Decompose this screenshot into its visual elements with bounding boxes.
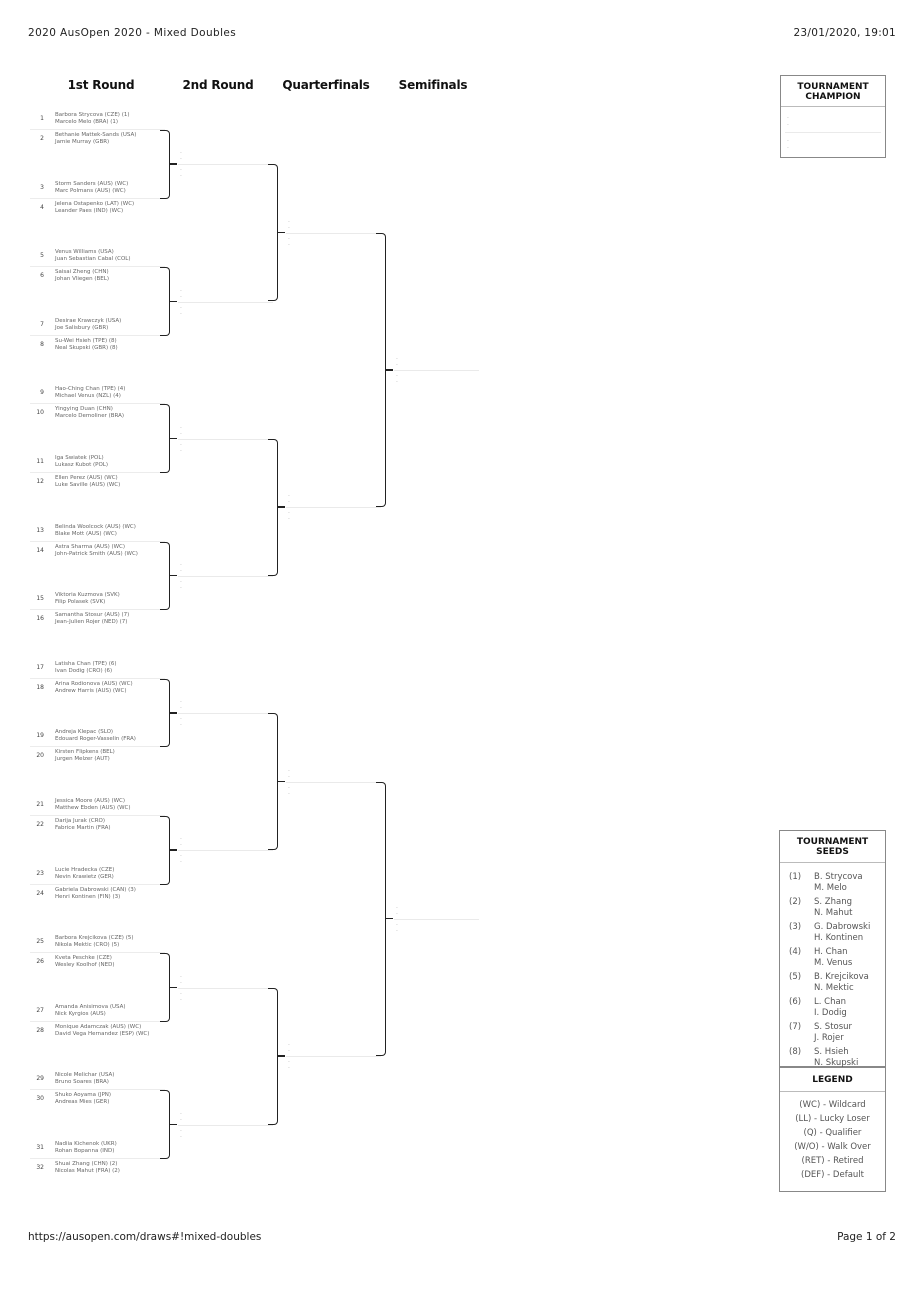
first-round-match — [30, 316, 165, 354]
player-name: Latisha Chan (TPE) (6) — [55, 660, 117, 667]
player-name: Shuai Zhang (CHN) (2) — [55, 1161, 118, 1167]
semifinal-winner-slot — [394, 370, 479, 371]
empty-slot-text: - — [180, 699, 182, 706]
empty-slot-text: - — [288, 1065, 290, 1072]
seed-player: B. Strycova — [814, 872, 863, 882]
seed-number: (6) — [789, 997, 802, 1007]
empty-slot-text: - — [180, 561, 182, 568]
empty-slot-text: - — [288, 784, 290, 791]
second-round-winner-slot — [178, 302, 273, 303]
bracket-tick — [169, 301, 177, 303]
seed-number: (5) — [789, 972, 802, 982]
empty-slot-text: - — [396, 362, 398, 369]
second-round-winner-slot — [178, 713, 273, 714]
player-name: Nevin Krawietz (GER) — [55, 873, 114, 880]
seed-number: (1) — [789, 872, 802, 882]
draw-entry[interactable] — [30, 865, 165, 884]
first-round-match — [30, 1070, 165, 1108]
seed-player: G. Dabrowski — [814, 922, 871, 932]
player-name: Nikola Mektic (CRO) (5) — [55, 942, 120, 949]
draw-entry[interactable] — [30, 659, 165, 678]
draw-entry[interactable] — [30, 541, 165, 560]
draw-position: 31 — [36, 1144, 44, 1151]
player-name: Fabrice Martin (FRA) — [55, 825, 111, 831]
player-name: Kirsten Flipkens (BEL) — [55, 749, 115, 756]
seeds-panel-title: TOURNAMENT SEEDS — [780, 831, 885, 863]
empty-slot-text: - — [180, 836, 182, 843]
player-name: Joe Salisbury (GBR) — [55, 324, 109, 331]
player-name: Ivan Dodig (CRO) (6) — [55, 667, 113, 674]
player-name: Desirae Krawczyk (USA) — [55, 317, 122, 324]
first-round-match — [30, 1002, 165, 1040]
first-round-match — [30, 247, 165, 285]
empty-slot-text: - — [288, 773, 290, 780]
player-name: Juan Sebastian Cabal (COL) — [55, 256, 131, 263]
second-round-winner-slot — [178, 164, 273, 165]
empty-slot-text: - — [180, 853, 182, 860]
seed-number: (2) — [789, 897, 802, 907]
second-round-winner-slot — [178, 988, 273, 989]
player-name: Henri Kontinen (FIN) (3) — [55, 893, 121, 900]
first-round-match — [30, 522, 165, 560]
empty-slot-text: - — [180, 716, 182, 723]
empty-slot-text: - — [180, 1116, 182, 1123]
empty-slot-text: - — [396, 356, 398, 363]
draw-entry[interactable] — [30, 1021, 165, 1040]
player-name: Hao-Ching Chan (TPE) (4) — [55, 386, 126, 393]
empty-slot-text: - — [180, 584, 182, 591]
player-name: Kveta Peschke (CZE) — [55, 955, 112, 962]
draw-position: 20 — [36, 752, 44, 760]
semifinal-winner-slot — [394, 919, 479, 920]
draw-position: 26 — [36, 958, 44, 966]
champion-panel — [780, 75, 886, 158]
round-header-1st: 1st Round — [67, 78, 135, 92]
empty-slot-text: - — [180, 567, 182, 574]
empty-slot-text: - — [180, 578, 182, 585]
empty-slot-text: - — [180, 424, 182, 431]
player-name: Su-Wei Hsieh (TPE) (8) — [55, 337, 117, 344]
player-name: David Vega Hernandez (ESP) (WC) — [55, 1030, 150, 1037]
seed-row — [780, 994, 885, 1019]
bracket-tick — [277, 506, 285, 508]
draw-position: 18 — [36, 683, 44, 691]
seed-player: J. Rojer — [814, 1033, 844, 1043]
player-name: Lucie Hradecka (CZE) — [55, 866, 115, 873]
quarterfinal-winner-slot — [286, 782, 381, 783]
footer-page-number: Page 1 of 2 — [837, 1231, 896, 1243]
bracket-tick — [169, 1124, 177, 1126]
draw-entry[interactable] — [30, 198, 165, 217]
champion-panel-title: TOURNAMENT CHAMPION — [781, 76, 885, 107]
legend-item: (Q) - Qualifier — [803, 1128, 862, 1138]
draw-entry[interactable] — [30, 522, 165, 541]
seed-player: M. Melo — [814, 883, 847, 893]
seed-row — [780, 1044, 885, 1069]
player-name: Jessica Moore (AUS) (WC) — [55, 798, 126, 804]
round-header-2nd: 2nd Round — [182, 78, 254, 92]
player-name: Lukasz Kubot (POL) — [55, 462, 108, 468]
player-name: Nadiia Kichenok (UKR) — [55, 1141, 117, 1147]
seed-number: (7) — [789, 1022, 802, 1032]
seeds-list — [780, 863, 885, 1068]
draw-entry[interactable] — [30, 1002, 165, 1021]
seed-player: B. Krejcikova — [814, 972, 869, 982]
second-round-winner-slot — [178, 1125, 273, 1126]
first-round-match — [30, 933, 165, 971]
legend-item: (W/O) - Walk Over — [794, 1142, 871, 1152]
draw-position: 23 — [36, 869, 44, 877]
draw-position: 4 — [40, 203, 44, 211]
second-round-winner-slot — [178, 439, 273, 440]
player-name: John-Patrick Smith (AUS) (WC) — [55, 550, 138, 557]
legend-item: (RET) - Retired — [801, 1156, 864, 1166]
player-name: Iga Swiatek (POL) — [55, 455, 104, 461]
empty-slot-text: - — [180, 156, 182, 163]
draw-entry[interactable] — [30, 884, 165, 903]
second-round-winner-slot — [178, 576, 273, 577]
player-name: Nicole Melichar (USA) — [55, 1072, 115, 1079]
player-name: Barbora Krejcikova (CZE) (5) — [55, 935, 134, 942]
seeds-panel — [779, 830, 886, 1192]
seed-player: H. Kontinen — [814, 933, 864, 943]
seed-player: M. Venus — [814, 958, 853, 968]
draw-position: 27 — [36, 1006, 44, 1014]
draw-entry[interactable] — [30, 590, 165, 609]
empty-slot-text: - — [288, 790, 290, 797]
legend-item: (LL) - Lucky Loser — [795, 1114, 870, 1124]
empty-slot-text: - — [180, 447, 182, 454]
empty-slot-text: - — [180, 722, 182, 729]
empty-slot-text: - — [180, 996, 182, 1003]
draw-entry[interactable] — [30, 933, 165, 952]
first-round-match — [30, 110, 165, 148]
empty-slot-text: - — [396, 921, 398, 928]
quarterfinal-winner-slot — [286, 507, 381, 508]
page-header-datetime: 23/01/2020, 19:01 — [793, 27, 896, 39]
empty-slot-text: - — [180, 990, 182, 997]
first-round-match — [30, 590, 165, 628]
empty-slot-text: - — [288, 218, 290, 225]
empty-slot-text: - — [288, 516, 290, 523]
empty-slot-text: - — [180, 1127, 182, 1134]
empty-slot-text: - — [396, 927, 398, 934]
player-name: Bethanie Mattek-Sands (USA) — [55, 132, 137, 138]
first-round-match — [30, 727, 165, 765]
player-name: Marc Polmans (AUS) (WC) — [55, 187, 126, 194]
seed-row — [780, 1019, 885, 1044]
draw-position: 14 — [36, 546, 44, 554]
draw-position: 22 — [36, 821, 44, 828]
round-header-sf: Semifinals — [398, 78, 468, 92]
player-name: Edouard Roger-Vasselin (FRA) — [55, 736, 136, 743]
quarterfinal-winner-slot — [286, 233, 381, 234]
player-name: Barbora Strycova (CZE) (1) — [55, 112, 130, 118]
draw-position: 24 — [36, 889, 44, 897]
draw-position: 11 — [36, 458, 44, 465]
empty-slot-text: - — [396, 379, 398, 386]
legend-panel-title: LEGEND — [780, 1068, 885, 1092]
empty-slot-text: - — [288, 767, 290, 774]
player-name: Neal Skupski (GBR) (8) — [55, 344, 118, 351]
empty-slot-text: - — [180, 293, 182, 300]
seed-row — [780, 894, 885, 919]
draw-position: 3 — [40, 183, 44, 191]
second-round-winner-slot — [178, 850, 273, 851]
empty-slot-text: - — [180, 304, 182, 311]
empty-slot-text: - — [180, 705, 182, 712]
player-name: Andreas Mies (GER) — [55, 1099, 110, 1106]
player-name: Marcelo Melo (BRA) (1) — [55, 119, 119, 125]
player-name: Jurgen Melzer (AUT) — [55, 756, 110, 763]
draw-position: 1 — [40, 115, 44, 122]
draw-entry[interactable] — [30, 472, 165, 491]
draw-position: 12 — [36, 478, 44, 485]
player-name: Samantha Stosur (AUS) (7) — [55, 612, 130, 619]
player-name: Darija Jurak (CRO) — [55, 818, 105, 824]
seed-player: L. Chan — [814, 997, 847, 1007]
empty-slot-text: - — [288, 1048, 290, 1055]
empty-slot-text: - — [288, 510, 290, 517]
seed-number: (8) — [789, 1047, 802, 1057]
first-round-match — [30, 1139, 165, 1177]
player-name: Arina Rodionova (AUS) (WC) — [55, 680, 133, 687]
draw-position: 30 — [36, 1095, 44, 1103]
empty-slot-text: - — [180, 310, 182, 317]
empty-slot-text: - — [180, 287, 182, 294]
bracket-tick — [169, 987, 177, 989]
player-name: Leander Paes (IND) (WC) — [55, 207, 124, 214]
player-name: Shuko Aoyama (JPN) — [55, 1092, 112, 1099]
legend-list — [780, 1092, 885, 1182]
player-name: Gabriela Dabrowski (CAN) (3) — [55, 886, 136, 893]
seed-row — [780, 919, 885, 944]
first-round-match — [30, 384, 165, 422]
seed-player: S. Zhang — [814, 897, 853, 907]
seed-number: (3) — [789, 922, 802, 932]
bracket-tick — [277, 781, 285, 783]
footer-url: https://ausopen.com/draws#!mixed-doubles — [28, 1231, 262, 1243]
draw-entry[interactable] — [30, 952, 165, 971]
player-name: Storm Sanders (AUS) (WC) — [55, 180, 129, 187]
bracket-tick — [169, 849, 177, 851]
empty-slot-text: - — [180, 1110, 182, 1117]
empty-slot-text: - — [180, 859, 182, 866]
player-name: Andrew Harris (AUS) (WC) — [55, 687, 127, 694]
draw-entry[interactable] — [30, 727, 165, 746]
draw-entry[interactable] — [30, 609, 165, 628]
legend-item: (DEF) - Default — [801, 1170, 864, 1180]
empty-slot-text: - — [396, 910, 398, 917]
first-round-match — [30, 659, 165, 697]
page-header-title: 2020 AusOpen 2020 - Mixed Doubles — [28, 27, 237, 39]
draw-entry[interactable] — [30, 746, 165, 765]
bracket-tick — [277, 232, 285, 234]
empty-slot-text: - — [180, 973, 182, 980]
empty-slot-text: - — [180, 173, 182, 180]
seed-player: S. Stosur — [814, 1022, 853, 1032]
seed-row — [780, 969, 885, 994]
empty-slot-text: - — [288, 1059, 290, 1066]
empty-slot-text: - — [180, 150, 182, 157]
empty-slot-text: - — [180, 979, 182, 986]
draw-entry[interactable] — [30, 815, 165, 834]
draw-entry[interactable] — [30, 678, 165, 697]
bracket-tick — [385, 918, 393, 920]
player-name: Filip Polasek (SVK) — [55, 599, 106, 606]
empty-slot-text: - — [396, 904, 398, 911]
draw-entry[interactable] — [30, 796, 165, 815]
draw-entry[interactable] — [30, 316, 165, 335]
draw-entry[interactable] — [30, 1070, 165, 1089]
player-name: Monique Adamczak (AUS) (WC) — [55, 1023, 142, 1030]
draw-entry[interactable] — [30, 129, 165, 148]
player-name: Nicolas Mahut (FRA) (2) — [55, 1168, 120, 1174]
draw-position: 25 — [36, 938, 44, 946]
draw-entry[interactable] — [30, 247, 165, 266]
draw-entry[interactable] — [30, 1089, 165, 1108]
draw-entry[interactable] — [30, 453, 165, 472]
draw-position: 28 — [36, 1026, 44, 1034]
bracket-tick — [169, 712, 177, 714]
draw-position: 29 — [36, 1075, 44, 1083]
quarterfinal-winner-slot — [286, 1056, 381, 1057]
draw-entry[interactable] — [30, 110, 165, 129]
player-name: Matthew Ebden (AUS) (WC) — [55, 805, 131, 811]
draw-position: 32 — [36, 1164, 44, 1171]
seed-player: I. Dodig — [814, 1008, 847, 1018]
player-name: Saisai Zheng (CHN) — [55, 269, 109, 276]
empty-slot-text: - — [396, 373, 398, 380]
empty-slot-text: - — [180, 430, 182, 437]
player-name: Andreja Klepac (SLO) — [55, 729, 114, 736]
draw-position: 21 — [36, 801, 44, 808]
seed-row — [780, 944, 885, 969]
player-name: Ellen Perez (AUS) (WC) — [55, 475, 118, 481]
draw-position: 7 — [40, 320, 44, 328]
player-name: Wesley Koolhof (NED) — [55, 962, 115, 969]
empty-slot-text: - — [288, 1042, 290, 1049]
player-name: Yingying Duan (CHN) — [55, 406, 113, 413]
empty-slot-text: - — [180, 167, 182, 174]
seed-player: S. Hsieh — [814, 1047, 849, 1057]
empty-slot-text: - — [288, 241, 290, 248]
empty-slot-text: - — [288, 224, 290, 231]
player-name: Amanda Anisimova (USA) — [55, 1003, 126, 1010]
draw-position: 2 — [40, 135, 44, 142]
seed-row — [780, 869, 885, 894]
bracket-tick — [169, 438, 177, 440]
bracket-tick — [169, 163, 177, 165]
player-name: Marcelo Demoliner (BRA) — [55, 413, 125, 420]
round-header-qf: Quarterfinals — [282, 78, 370, 92]
seed-player: H. Chan — [814, 947, 848, 957]
draw-entry[interactable] — [30, 266, 165, 285]
seed-number: (4) — [789, 947, 802, 957]
champion-slot: - - - - — [781, 107, 885, 161]
seed-player: N. Mahut — [814, 908, 853, 918]
first-round-match — [30, 179, 165, 217]
first-round-match — [30, 453, 165, 491]
draw-position: 6 — [40, 272, 44, 280]
player-name: Luke Saville (AUS) (WC) — [55, 482, 121, 488]
draw-position: 19 — [36, 732, 44, 740]
draw-position: 17 — [36, 663, 44, 671]
bracket-tick — [169, 575, 177, 577]
draw-position: 15 — [36, 595, 44, 603]
draw-position: 10 — [36, 409, 44, 417]
player-name: Jean-Julien Rojer (NED) (7) — [55, 619, 128, 626]
bracket-tick — [277, 1055, 285, 1057]
first-round-match — [30, 865, 165, 903]
draw-entry[interactable] — [30, 1139, 165, 1158]
player-name: Rohan Bopanna (IND) — [55, 1148, 115, 1154]
player-name: Bruno Soares (BRA) — [55, 1079, 109, 1086]
player-name: Belinda Woolcock (AUS) (WC) — [55, 523, 136, 530]
player-name: Nick Kyrgios (AUS) — [55, 1010, 106, 1017]
bracket-tick — [385, 369, 393, 371]
draw-position: 8 — [40, 340, 44, 348]
empty-slot-text: - — [288, 499, 290, 506]
empty-slot-text: - — [288, 235, 290, 242]
draw-entry[interactable] — [30, 335, 165, 354]
player-name: Jelena Ostapenko (LAT) (WC) — [55, 200, 135, 207]
empty-slot-text: - — [288, 493, 290, 500]
draw-position: 16 — [36, 615, 44, 623]
player-name: Blake Mott (AUS) (WC) — [55, 530, 117, 537]
empty-slot-text: - — [180, 842, 182, 849]
draw-position: 5 — [40, 252, 44, 260]
draw-entry[interactable] — [30, 179, 165, 198]
player-name: Viktoria Kuzmova (SVK) — [55, 592, 120, 599]
seed-player: N. Mektic — [814, 983, 854, 993]
seed-player: N. Skupski — [814, 1058, 859, 1068]
empty-slot-text: - — [180, 1133, 182, 1140]
first-round-match — [30, 796, 165, 834]
player-name: Jamie Murray (GBR) — [55, 139, 110, 145]
empty-slot-text: - — [180, 441, 182, 448]
player-name: Venus Williams (USA) — [55, 249, 114, 256]
draw-position: 9 — [40, 389, 44, 397]
draw-position: 13 — [36, 526, 44, 534]
legend-item: (WC) - Wildcard — [799, 1100, 866, 1110]
draw-entry[interactable] — [30, 384, 165, 403]
player-name: Michael Venus (NZL) (4) — [55, 393, 121, 400]
draw-entry[interactable] — [30, 1158, 165, 1177]
player-name: Astra Sharma (AUS) (WC) — [55, 543, 126, 550]
player-name: Johan Vliegen (BEL) — [55, 276, 109, 283]
draw-entry[interactable] — [30, 403, 165, 422]
